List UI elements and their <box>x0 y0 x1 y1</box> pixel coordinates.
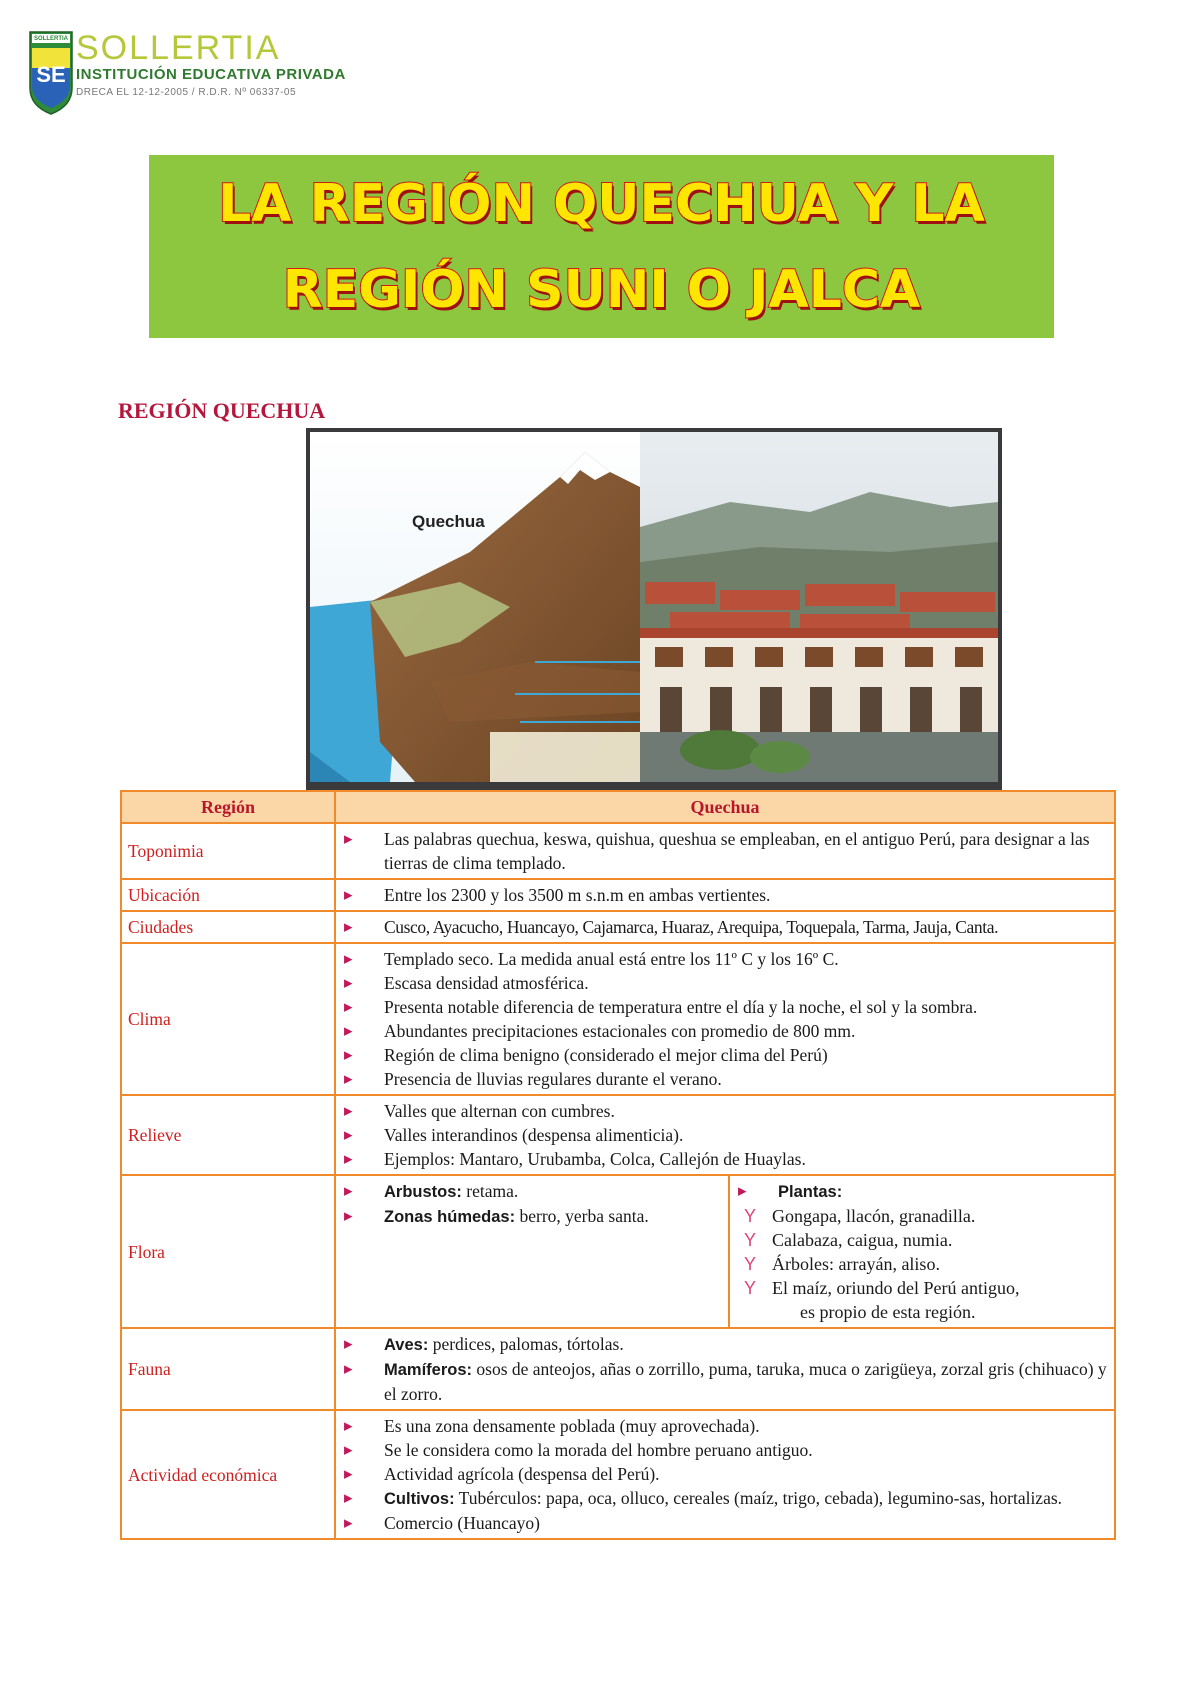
label-flora: Flora <box>121 1175 335 1328</box>
row-toponimia <box>121 823 1115 879</box>
aves-value: perdices, palomas, tórtolas. <box>428 1334 624 1354</box>
list-item: ▸ Presencia de lluvias regulares durante el verano. <box>342 1067 1108 1091</box>
plantas-sublist <box>738 1204 1108 1324</box>
list-item: Y Gongapa, llacón, granadilla. <box>738 1204 1108 1228</box>
label-fauna: Fauna <box>121 1328 335 1410</box>
title-banner <box>149 155 1054 338</box>
list-item <box>342 1204 722 1229</box>
list-item <box>342 1486 1108 1511</box>
fauna-list <box>342 1332 1108 1406</box>
row-relieve <box>121 1095 1115 1175</box>
shield-letters: SE <box>36 62 66 87</box>
illustration-graphic <box>310 432 998 782</box>
row-ciudades <box>121 911 1115 943</box>
list-item: Y Calabaza, caigua, numia. <box>738 1228 1108 1252</box>
list-item <box>738 1276 1108 1324</box>
list-item: ▸ Actividad agrícola (despensa del Perú). <box>342 1462 1108 1486</box>
row-ubicacion <box>121 879 1115 911</box>
list-item: ▸ Entre los 2300 y los 3500 m s.n.m en ambas vertientes. <box>342 883 1108 907</box>
list-item <box>342 1332 1108 1357</box>
list-item: ▸ Cusco, Ayacucho, Huancayo, Cajamarca, Huaraz, Arequipa, Toquepala, Tarma, Jauja, Canta. <box>342 915 1108 939</box>
list-item: ▸ Valles que alternan con cumbres. <box>342 1099 1108 1123</box>
list-item: ▸ Ejemplos: Mantaro, Urubamba, Colca, Callejón de Huaylas. <box>342 1147 1108 1171</box>
actividad-list <box>342 1414 1108 1535</box>
shield-label: SOLLERTIA <box>34 36 68 42</box>
plantas-item-text: El maíz, oriundo del Perú antiguo, <box>772 1278 1020 1298</box>
plantas-item-continuation: es propio de esta región. <box>800 1302 976 1322</box>
cultivos-key: Cultivos: <box>384 1490 455 1508</box>
aves-key: Aves: <box>384 1336 429 1354</box>
page-title <box>218 161 985 333</box>
mamiferos-key: Mamíferos: <box>384 1361 473 1379</box>
flora-plantas-list <box>736 1179 1108 1324</box>
table-header-row <box>121 791 1115 823</box>
list-item <box>736 1179 1108 1324</box>
ciudades-list <box>342 915 1108 939</box>
relieve-list <box>342 1099 1108 1171</box>
zonas-humedas-key: Zonas húmedas: <box>384 1208 516 1226</box>
zonas-humedas-value: berro, yerba santa. <box>515 1206 649 1226</box>
flora-arbustos-list <box>342 1179 722 1229</box>
label-actividad-economica: Actividad económica <box>121 1410 335 1539</box>
list-item <box>342 1357 1108 1406</box>
page-title-line-1: LA REGIÓN QUECHUA Y LA <box>218 173 985 234</box>
label-clima: Clima <box>121 943 335 1095</box>
toponimia-list <box>342 827 1108 875</box>
list-item: ▸ Valles interandinos (despensa alimenticia). <box>342 1123 1108 1147</box>
list-item: ▸ Abundantes precipitaciones estacionales con promedio de 800 mm. <box>342 1019 1108 1043</box>
school-name: SOLLERTIA <box>76 29 281 67</box>
list-item <box>342 1179 722 1204</box>
header-region: Región <box>121 791 335 823</box>
label-relieve: Relieve <box>121 1095 335 1175</box>
row-flora <box>121 1175 1115 1328</box>
list-item: ▸ Se le considera como la morada del hombre peruano antiguo. <box>342 1438 1108 1462</box>
label-ciudades: Ciudades <box>121 911 335 943</box>
row-fauna <box>121 1328 1115 1410</box>
cultivos-value: Tubérculos: papa, oca, olluco, cereales (maíz, trigo, cebada), legumino-sas, hortalizas. <box>454 1488 1063 1508</box>
mamiferos-value: osos de anteojos, añas o zorrillo, puma, taruka, muca o zarigüeya, zorzal gris (chihuaco) y el zorro. <box>384 1359 1107 1404</box>
page-title-line-2: REGIÓN SUNI O JALCA <box>282 259 921 320</box>
row-clima <box>121 943 1115 1095</box>
quechua-region-illustration <box>306 428 1002 790</box>
list-item: ▸ Templado seco. La medida anual está entre los 11º C y los 16º C. <box>342 947 1108 971</box>
list-item: ▸ Las palabras quechua, keswa, quishua, queshua se empleaban, en el antiguo Perú, para designar a las tierras de clima templado. <box>342 827 1108 875</box>
label-ubicacion: Ubicación <box>121 879 335 911</box>
section-heading: REGIÓN QUECHUA <box>118 398 326 423</box>
clima-list <box>342 947 1108 1091</box>
list-item: ▸ Presenta notable diferencia de temperatura entre el día y la noche, el sol y la sombra. <box>342 995 1108 1019</box>
list-item: Y Árboles: arrayán, aliso. <box>738 1252 1108 1276</box>
plantas-key: Plantas: <box>778 1183 843 1201</box>
list-item: ▸ Región de clima benigno (considerado el mejor clima del Perú) <box>342 1043 1108 1067</box>
ubicacion-list <box>342 883 1108 907</box>
header-quechua: Quechua <box>335 791 1115 823</box>
arbustos-value: retama. <box>461 1181 519 1201</box>
school-logo <box>28 28 348 120</box>
list-item: ▸ Comercio (Huancayo) <box>342 1511 1108 1535</box>
arbustos-key: Arbustos: <box>384 1183 462 1201</box>
list-item: ▸ Es una zona densamente poblada (muy aprovechada). <box>342 1414 1108 1438</box>
illustration-label: Quechua <box>412 512 485 531</box>
row-actividad-economica <box>121 1410 1115 1539</box>
school-subtitle: INSTITUCIÓN EDUCATIVA PRIVADA <box>76 66 346 83</box>
list-item: ▸ Escasa densidad atmosférica. <box>342 971 1108 995</box>
quechua-region-table <box>120 790 1116 1540</box>
label-toponimia: Toponimia <box>121 823 335 879</box>
school-resolution-code: DRECA EL 12-12-2005 / R.D.R. Nº 06337-05 <box>76 87 297 98</box>
